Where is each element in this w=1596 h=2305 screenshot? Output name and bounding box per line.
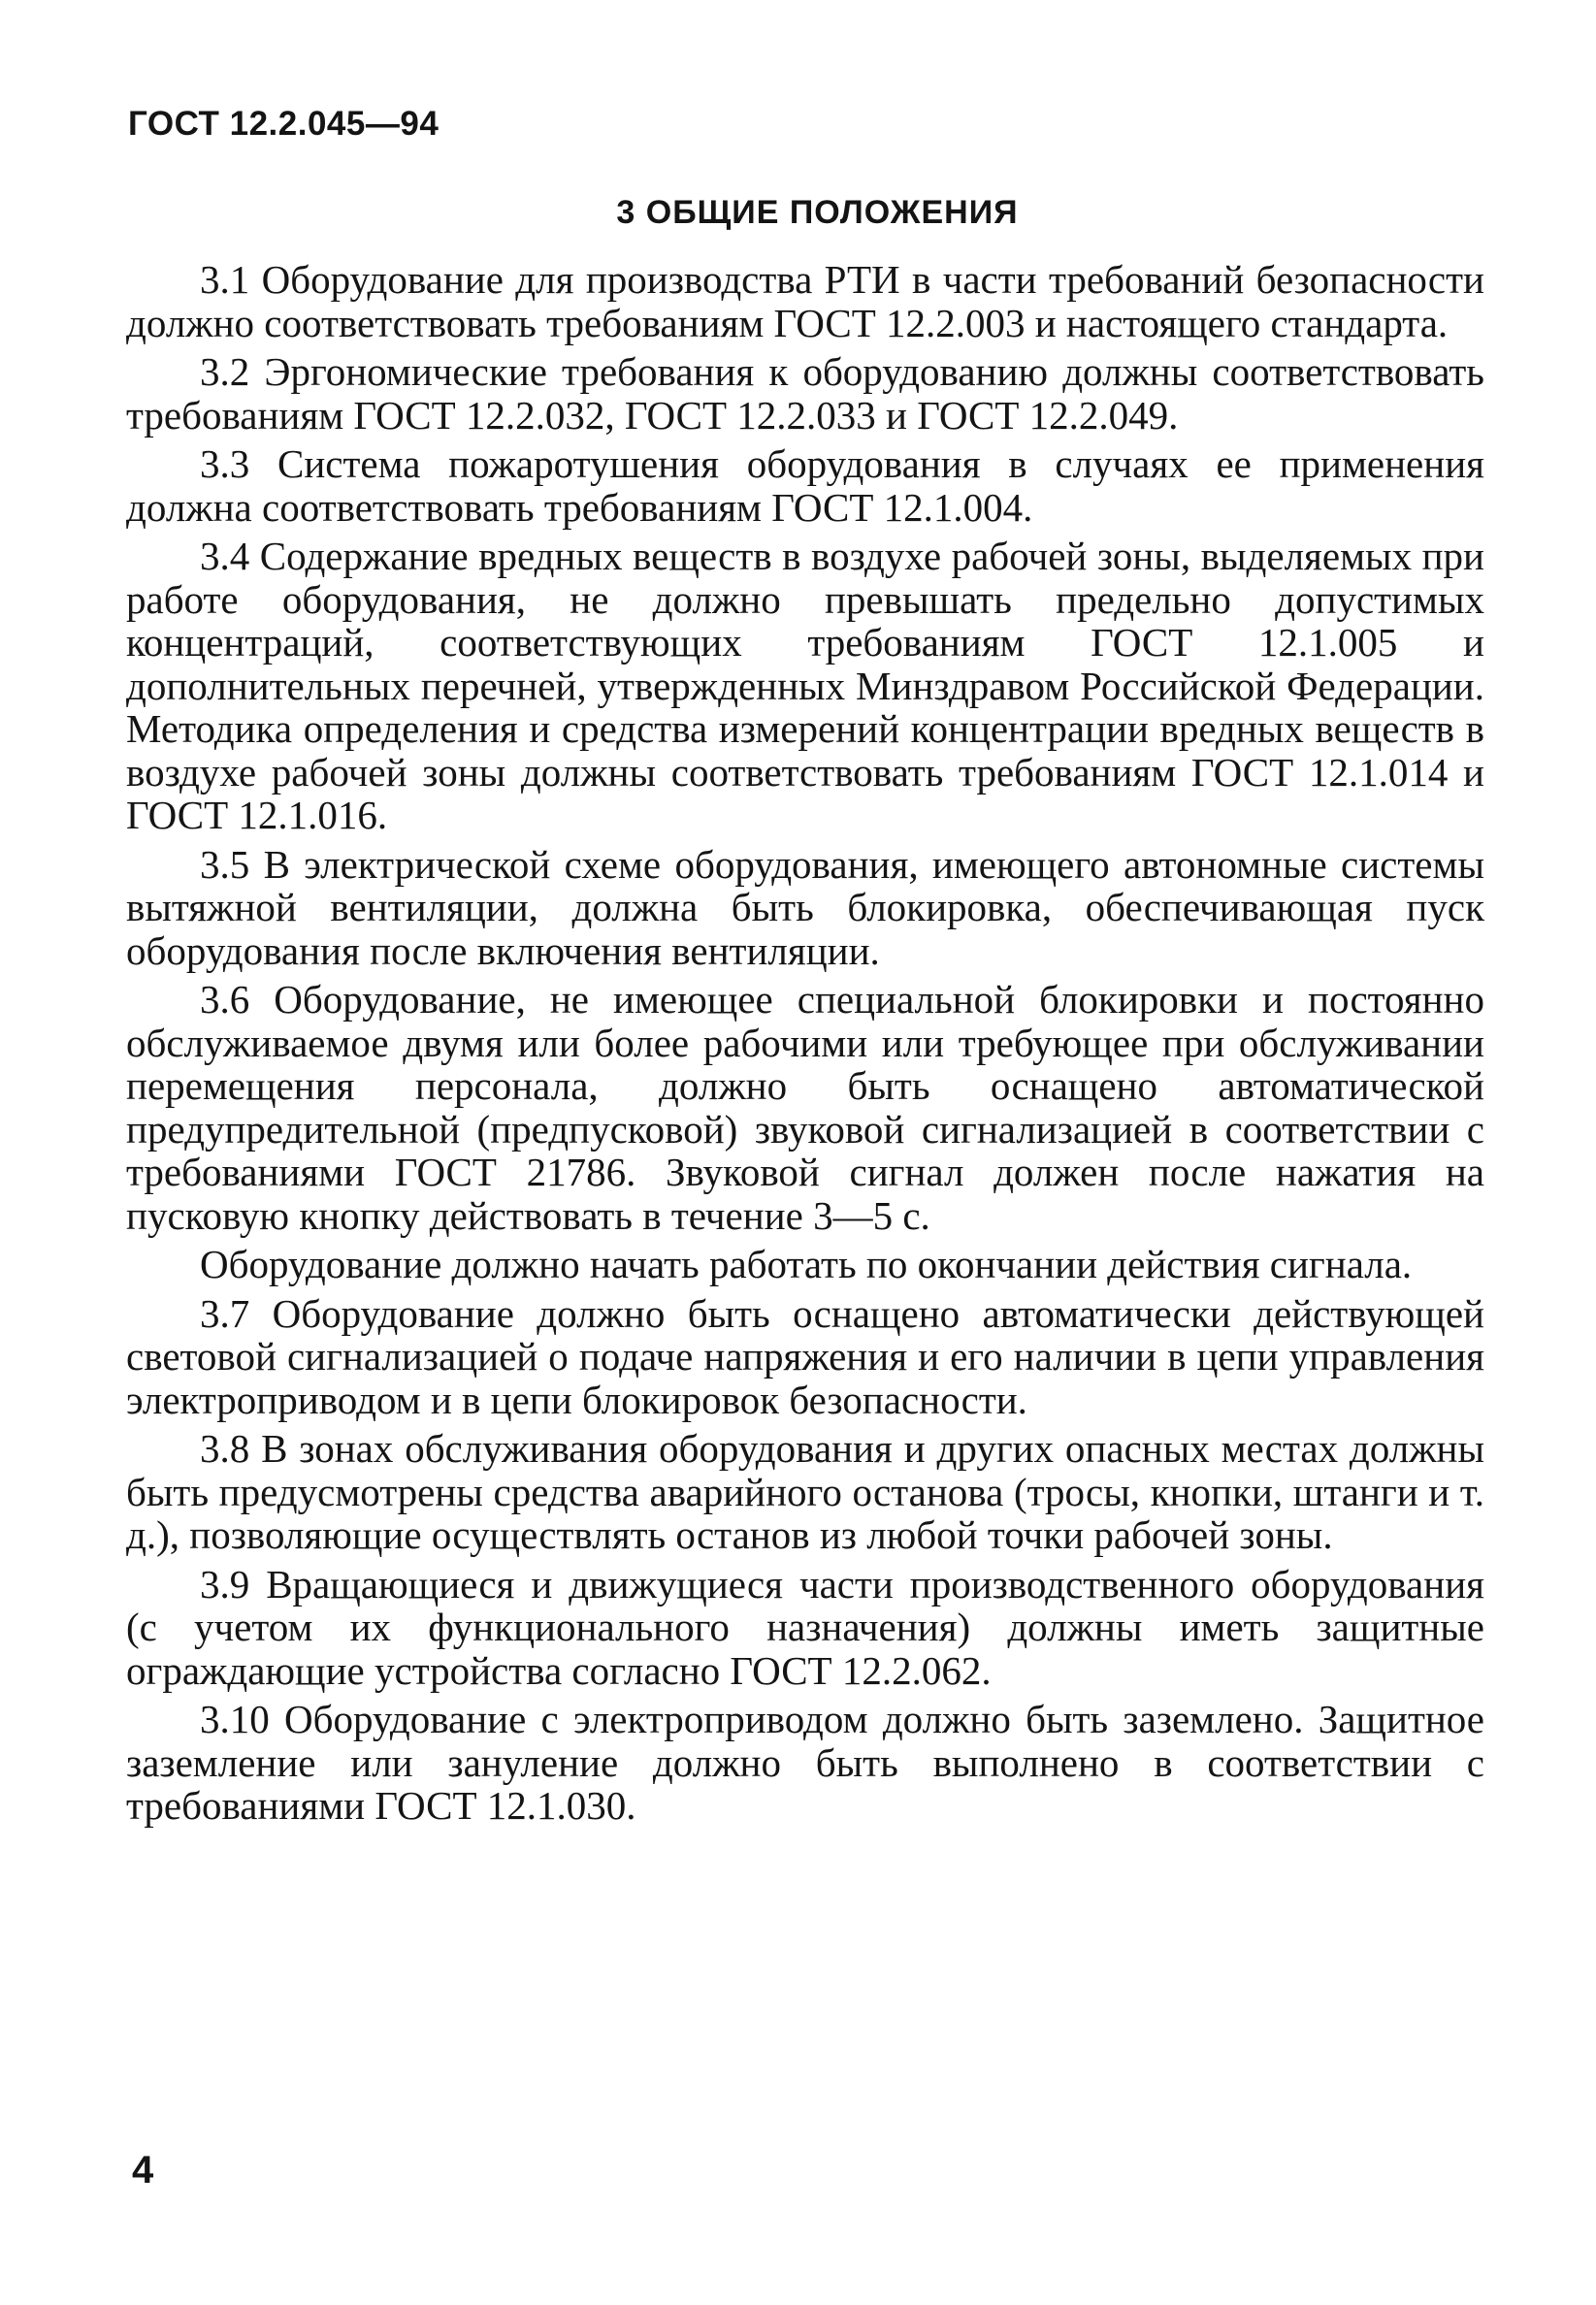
paragraph-3-8: 3.8 В зонах обслуживания оборудования и других опасных местах должны быть предусмотрены средства аварийного останова (тросы, кнопки, штанги и т. д.), позволяющие осуществлять останов из любой точки рабочей зоны. <box>126 1426 1484 1557</box>
paragraph-3-10: 3.10 Оборудование с электроприводом должно быть заземлено. Защитное заземление или зануление должно быть выполнено в соответствии с требованиями ГОСТ 12.1.030. <box>126 1697 1484 1828</box>
paragraph-3-6-continuation: Оборудование должно начать работать по окончании действия сигнала. <box>200 1242 1413 1286</box>
paragraph-3-2: 3.2 Эргономические требования к оборудованию должны соответствовать требованиям ГОСТ 12.2.032, ГОСТ 12.2.033 и ГОСТ 12.2.049. <box>126 349 1484 438</box>
paragraph-3-6: 3.6 Оборудование, не имеющее специальной блокировки и постоянно обслуживаемое двумя или более рабочими или требующее при обслуживании перемещения персонала, должно быть оснащено автоматической предупредительной (предпусковой) звуковой сигнализацией в соответствии с требованиями ГОСТ 21786. Звуковой сигнал должен после нажатия на пусковую кнопку действовать в течение 3—5 с. <box>126 977 1484 1238</box>
page-number: 4 <box>132 2149 154 2191</box>
section-body <box>126 258 1484 1834</box>
paragraph-3-3: 3.3 Система пожаротушения оборудования в случаях ее применения должна соответствовать требованиям ГОСТ 12.1.004. <box>126 441 1484 530</box>
paragraph-3-1: 3.1 Оборудование для производства РТИ в части требований безопасности должно соответствовать требованиям ГОСТ 12.2.003 и настоящего стандарта. <box>126 257 1484 345</box>
paragraph-3-9: 3.9 Вращающиеся и движущиеся части производственного оборудования (с учетом их функционального назначения) должны иметь защитные ограждающие устройства согласно ГОСТ 12.2.062. <box>126 1561 1484 1693</box>
paragraph-3-4: 3.4 Содержание вредных веществ в воздухе рабочей зоны, выделяемых при работе оборудования, не должно превышать предельно допустимых концентраций, соответствующих требованиям ГОСТ 12.1.005 и дополнительных перечней, утвержденных Минздравом Российской Федерации. Методика определения и средства измерений концентрации вредных веществ в воздухе рабочей зоны должны соответствовать требованиям ГОСТ 12.1.014 и ГОСТ 12.1.016. <box>126 534 1484 837</box>
paragraph-3-7: 3.7 Оборудование должно быть оснащено автоматически действующей световой сигнализацией о подаче напряжения и его наличии в цепи управления электроприводом и в цепи блокировок безопасности. <box>126 1290 1484 1422</box>
paragraph-3-5: 3.5 В электрической схеме оборудования, имеющего автономные системы вытяжной вентиляции, должна быть блокировка, обеспечивающая пуск оборудования после включения вентиляции. <box>126 841 1484 973</box>
section-title: 3 ОБЩИЕ ПОЛОЖЕНИЯ <box>616 194 1019 231</box>
document-code-header: ГОСТ 12.2.045—94 <box>128 105 440 143</box>
